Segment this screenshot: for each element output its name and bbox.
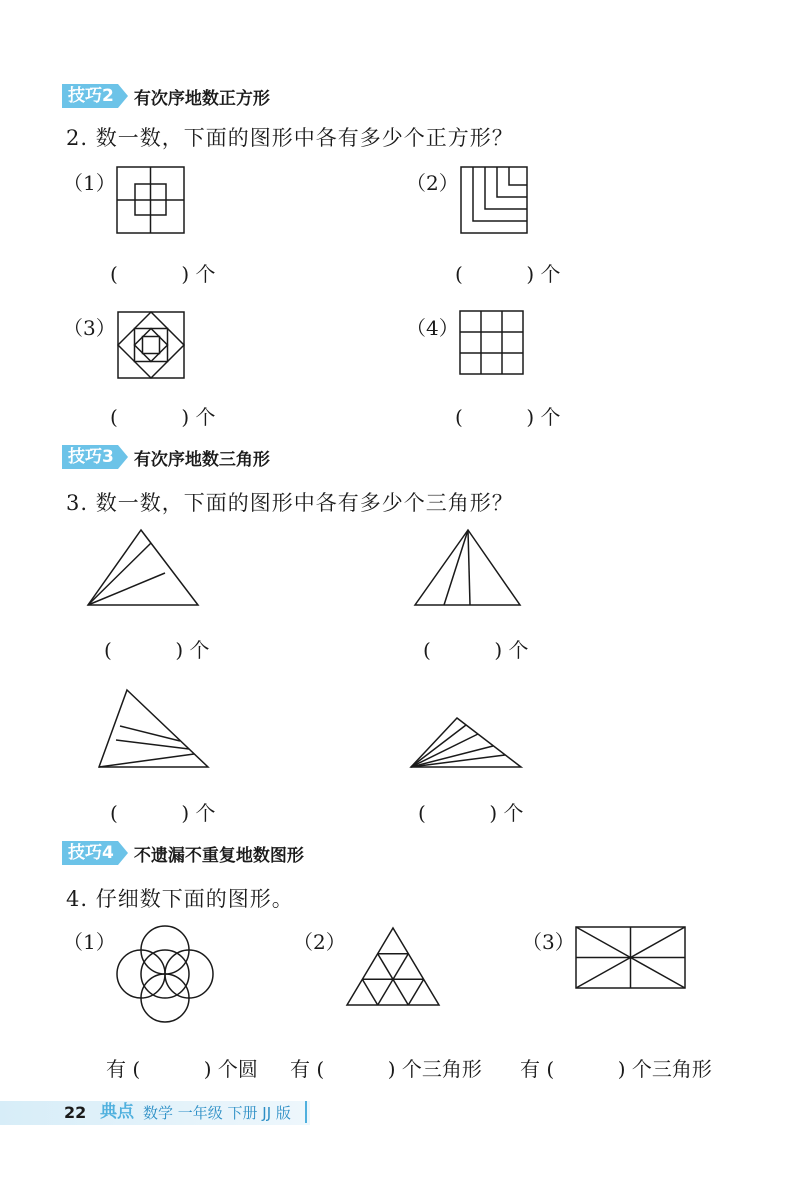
figure-label-2: （2）	[293, 930, 346, 954]
figure-label-1: （1）	[63, 171, 116, 195]
footer-divider	[305, 1101, 307, 1123]
section-badge-3	[62, 445, 270, 469]
badge-label: 技巧3	[62, 445, 118, 469]
badge-label: 技巧2	[62, 84, 118, 108]
answer-blank[interactable]: ( ) 个	[110, 801, 216, 825]
triangle-figure-c	[96, 688, 212, 770]
page-number: 22	[64, 1103, 87, 1122]
section-badge-2	[62, 84, 270, 108]
answer-blank[interactable]: ( ) 个	[110, 262, 216, 286]
figure-label-4: （4）	[406, 316, 459, 340]
brand-logo: 典点	[100, 1102, 134, 1122]
answer-blank[interactable]: ( ) 个	[423, 638, 529, 662]
answer-blank[interactable]: 有 ( ) 个三角形	[290, 1057, 482, 1081]
section-title: 有次序地数正方形	[133, 88, 270, 109]
grid-3x3-figure	[458, 309, 526, 377]
answer-blank[interactable]: ( ) 个	[110, 405, 216, 429]
rotated-squares-figure	[116, 310, 186, 380]
figure-label-3: （3）	[522, 930, 575, 954]
question-4: 4. 仔细数下面的图形。	[66, 887, 294, 911]
section-badge-4	[62, 841, 304, 865]
answer-blank[interactable]: 有 ( ) 个三角形	[520, 1057, 712, 1081]
answer-blank[interactable]: 有 ( ) 个圆	[106, 1057, 258, 1081]
answer-blank[interactable]: ( ) 个	[418, 801, 524, 825]
triangle-figure-d	[408, 716, 524, 771]
figure-label-2: （2）	[406, 171, 459, 195]
triangle-figure-b	[412, 528, 524, 608]
section-title: 不遗漏不重复地数图形	[133, 845, 304, 866]
corner-squares-figure	[459, 165, 529, 235]
badge-label: 技巧4	[62, 841, 118, 865]
question-3: 3. 数一数，下面的图形中各有多少个三角形？	[66, 491, 514, 515]
answer-blank[interactable]: ( ) 个	[104, 638, 210, 662]
answer-blank[interactable]: ( ) 个	[455, 262, 561, 286]
book-title: 数学 一年级 下册 JJ 版	[143, 1104, 291, 1122]
triangle-grid-figure	[344, 926, 444, 1008]
triangle-figure-a	[85, 528, 201, 608]
section-title: 有次序地数三角形	[133, 449, 270, 470]
figure-label-1: （1）	[63, 930, 116, 954]
figure-label-3: （3）	[63, 316, 116, 340]
rectangle-lines-figure	[574, 925, 688, 991]
answer-blank[interactable]: ( ) 个	[455, 405, 561, 429]
question-2: 2. 数一数，下面的图形中各有多少个正方形？	[66, 126, 514, 150]
overlapping-circles-figure	[113, 920, 217, 1028]
nested-squares-figure	[115, 165, 187, 235]
